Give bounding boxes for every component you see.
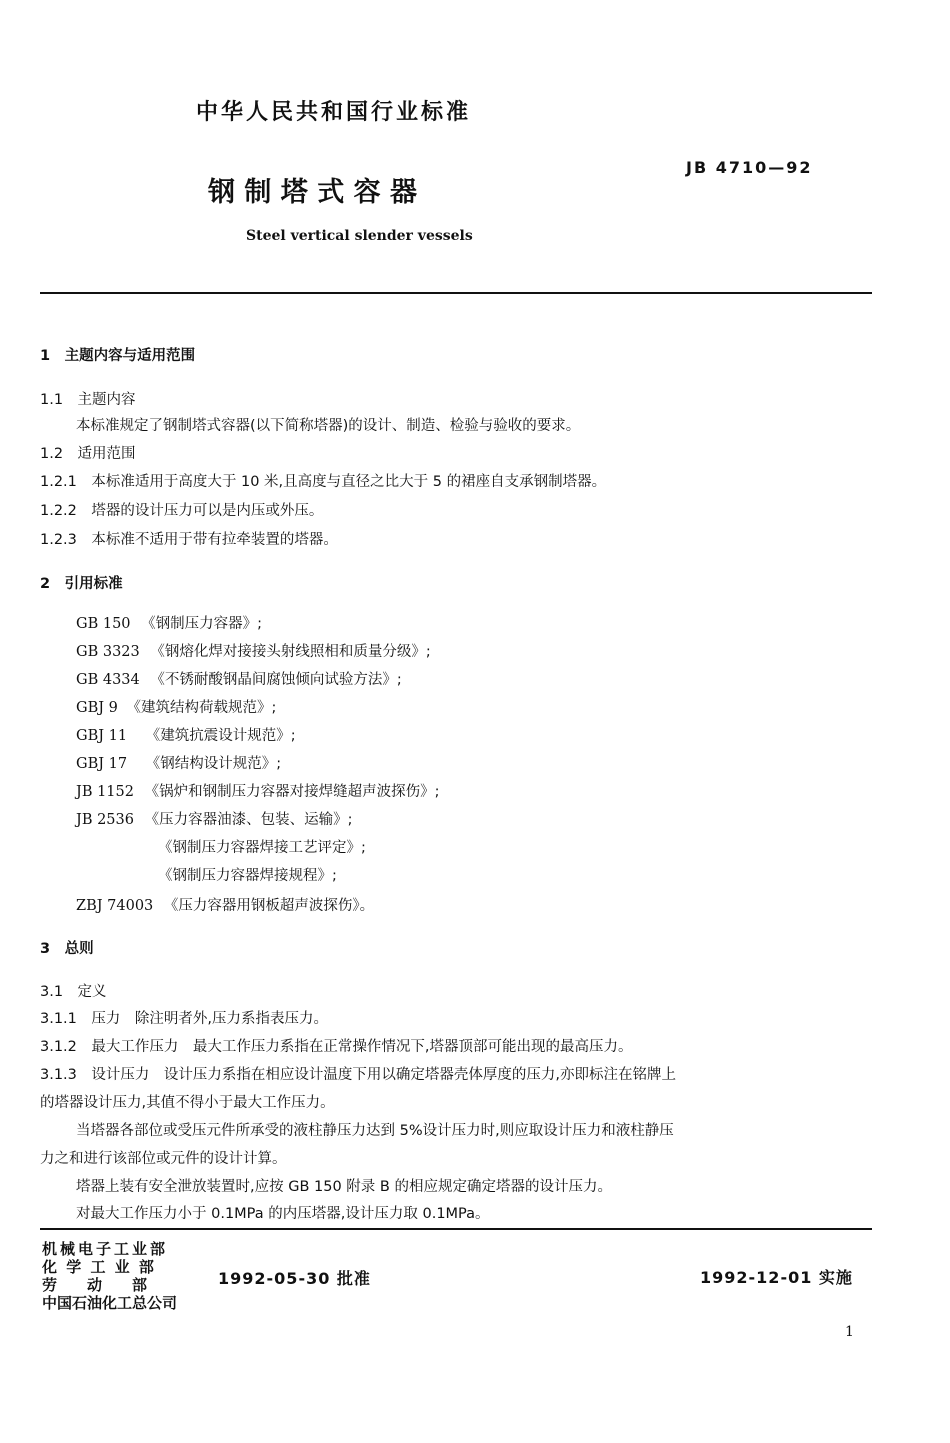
reference-code: JB 1152 <box>76 784 134 800</box>
section-2-heading: 2 引用标准 <box>40 576 123 592</box>
reference-code: GB 150 <box>76 616 131 632</box>
reference-item <box>76 752 281 773</box>
reference-title: 《建筑结构荷载规范》; <box>126 700 277 716</box>
issuer-ministry-chemical: 化 学 工 业 部 <box>42 1258 156 1276</box>
paragraph-relief-device: 塔器上装有安全泄放装置时,应按 GB 150 附录 B 的相应规定确定塔器的设计压力。 <box>76 1179 612 1195</box>
reference-code: GB 4334 <box>76 672 140 688</box>
header-divider <box>40 292 872 294</box>
reference-title: 《压力容器油漆、包装、运输》; <box>144 812 353 828</box>
clause-1-1-text: 本标准规定了钢制塔式容器(以下简称塔器)的设计、制造、检验与验收的要求。 <box>76 418 581 434</box>
issuer-ministry-labour: 劳 动 部 <box>42 1276 148 1294</box>
reference-item <box>76 894 374 915</box>
reference-code: GB 3323 <box>76 644 140 660</box>
section-1-heading: 1 主题内容与适用范围 <box>40 348 196 364</box>
reference-title: 《钢结构设计规范》; <box>145 756 282 772</box>
reference-title: 《钢熔化焊对接接头射线照相和质量分级》; <box>150 644 431 660</box>
reference-title: 《建筑抗震设计规范》; <box>145 728 296 744</box>
clause-1-2-3: 1.2.3 本标准不适用于带有拉牵装置的塔器。 <box>40 532 338 548</box>
reference-code: GBJ 17 <box>76 756 128 772</box>
approval-date: 1992-05-30 批准 <box>218 1269 371 1288</box>
issuer-sinopec: 中国石油化工总公司 <box>42 1294 178 1312</box>
reference-item <box>76 780 439 801</box>
issuer-ministry-machinery: 机械电子工业部 <box>42 1240 169 1258</box>
reference-item <box>76 808 352 829</box>
reference-item <box>158 836 366 857</box>
reference-code: GBJ 9 <box>76 700 118 716</box>
reference-code: JB 2536 <box>76 812 134 828</box>
paragraph-static-pressure-line-2: 力之和进行该部位或元件的设计计算。 <box>40 1151 287 1167</box>
document-title-en: Steel vertical slender vessels <box>246 228 473 244</box>
effective-date: 1992-12-01 实施 <box>700 1268 853 1287</box>
reference-code: ZBJ 74003 <box>76 898 154 914</box>
reference-item <box>76 668 402 689</box>
reference-item <box>158 864 337 885</box>
paragraph-minimum-design-pressure: 对最大工作压力小于 0.1MPa 的内压塔器,设计压力取 0.1MPa。 <box>76 1206 490 1222</box>
document-title-cn: 钢 制 塔 式 容 器 <box>208 177 417 208</box>
section-3-heading: 3 总则 <box>40 941 94 957</box>
reference-title: 《钢制压力容器焊接规程》; <box>158 868 337 884</box>
standard-code: JB 4710—92 <box>686 158 813 177</box>
reference-item <box>76 612 262 633</box>
reference-code: GBJ 11 <box>76 728 128 744</box>
reference-title: 《压力容器用钢板超声波探伤》。 <box>163 898 375 914</box>
clause-3-1: 3.1 定义 <box>40 984 107 1000</box>
reference-item <box>76 724 296 745</box>
clause-3-1-1: 3.1.1 压力 除注明者外,压力系指表压力。 <box>40 1011 329 1027</box>
clause-1-2: 1.2 适用范围 <box>40 446 136 462</box>
reference-item <box>76 696 276 717</box>
clause-3-1-3-line-1: 3.1.3 设计压力 设计压力系指在相应设计温度下用以确定塔器壳体厚度的压力,亦即标注在铭牌上 <box>40 1067 676 1083</box>
clause-1-1: 1.1 主题内容 <box>40 392 136 408</box>
clause-1-2-2: 1.2.2 塔器的设计压力可以是内压或外压。 <box>40 503 324 519</box>
paragraph-static-pressure-line-1: 当塔器各部位或受压元件所承受的液柱静压力达到 5%设计压力时,则应取设计压力和液柱静压 <box>76 1123 674 1139</box>
reference-title: 《不锈耐酸钢晶间腐蚀倾向试验方法》; <box>150 672 402 688</box>
reference-title: 《锅炉和钢制压力容器对接焊缝超声波探伤》; <box>144 784 440 800</box>
page-number: 1 <box>845 1324 854 1340</box>
reference-title: 《钢制压力容器》; <box>141 616 263 632</box>
reference-item <box>76 640 431 661</box>
reference-title: 《钢制压力容器焊接工艺评定》; <box>158 840 366 856</box>
industry-standard-heading: 中华人民共和国行业标准 <box>196 100 472 125</box>
footer-divider <box>40 1228 872 1230</box>
clause-3-1-2: 3.1.2 最大工作压力 最大工作压力系指在正常操作情况下,塔器顶部可能出现的最高压力。 <box>40 1039 633 1055</box>
clause-3-1-3-line-2: 的塔器设计压力,其值不得小于最大工作压力。 <box>40 1095 335 1111</box>
clause-1-2-1: 1.2.1 本标准适用于高度大于 10 米,且高度与直径之比大于 5 的裙座自支承钢制塔器。 <box>40 474 607 490</box>
